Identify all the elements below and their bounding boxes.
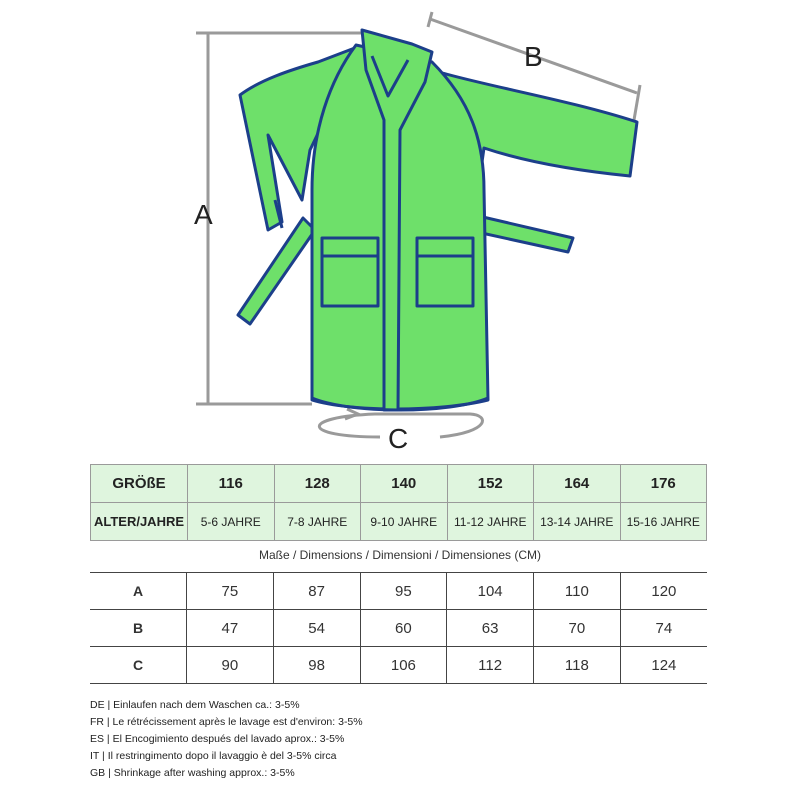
age-cell: 11-12 JAHRE: [447, 503, 534, 541]
measurement-cell: 104: [447, 573, 534, 610]
measurement-cell: 47: [187, 610, 274, 647]
measurement-cell: 74: [620, 610, 707, 647]
age-cell: 9-10 JAHRE: [361, 503, 448, 541]
measurement-cell: 106: [360, 647, 447, 684]
size-cell: 116: [188, 465, 275, 503]
note-de: DE | Einlaufen nach dem Waschen ca.: 3-5%: [90, 699, 300, 711]
measurement-cell: 118: [534, 647, 621, 684]
measurement-cell: 87: [273, 573, 360, 610]
dimensions-title: Maße / Dimensions / Dimensioni / Dimensiones (CM): [258, 548, 542, 562]
measurement-cell: 124: [620, 647, 707, 684]
measurement-cell: 60: [360, 610, 447, 647]
measurement-cell: 110: [534, 573, 621, 610]
measurement-row-b: [90, 610, 707, 647]
age-row: [91, 503, 707, 541]
size-cell: 140: [361, 465, 448, 503]
bathrobe-illustration: [238, 30, 637, 410]
age-cell: 13-14 JAHRE: [534, 503, 621, 541]
size-table: [90, 464, 707, 541]
measure-c-label: C: [388, 423, 409, 454]
age-cell: 15-16 JAHRE: [620, 503, 707, 541]
measurement-label: B: [90, 610, 187, 647]
size-header: GRÖßE: [91, 465, 188, 503]
size-row: [91, 465, 707, 503]
note-gb: GB | Shrinkage after washing approx.: 3-5%: [90, 767, 295, 779]
measurement-cell: 54: [273, 610, 360, 647]
age-cell: 7-8 JAHRE: [274, 503, 361, 541]
measurement-cell: 75: [187, 573, 274, 610]
age-header: ALTER/JAHRE: [91, 503, 188, 541]
measure-a-label: A: [194, 199, 213, 230]
measurement-cell: 112: [447, 647, 534, 684]
size-cell: 152: [447, 465, 534, 503]
note-it: IT | Il restringimento dopo il lavaggio è del 3-5% circa: [90, 750, 337, 762]
measurement-row-c: [90, 647, 707, 684]
note-fr: FR | Le rétrécissement après le lavage est d'environ: 3-5%: [90, 716, 363, 728]
size-cell: 164: [534, 465, 621, 503]
measurement-label: A: [90, 573, 187, 610]
measurement-cell: 63: [447, 610, 534, 647]
measurement-cell: 98: [273, 647, 360, 684]
note-es: ES | El Encogimiento después del lavado aprox.: 3-5%: [90, 733, 345, 745]
size-cell: 176: [620, 465, 707, 503]
measure-b-label: B: [524, 41, 543, 72]
measurement-cell: 70: [534, 610, 621, 647]
measurement-row-a: [90, 573, 707, 610]
shrinkage-notes: [90, 697, 363, 782]
measurement-cell: 120: [620, 573, 707, 610]
measurement-table: [90, 572, 707, 684]
measurement-cell: 95: [360, 573, 447, 610]
size-cell: 128: [274, 465, 361, 503]
age-cell: 5-6 JAHRE: [188, 503, 275, 541]
measurement-cell: 90: [187, 647, 274, 684]
measurement-label: C: [90, 647, 187, 684]
